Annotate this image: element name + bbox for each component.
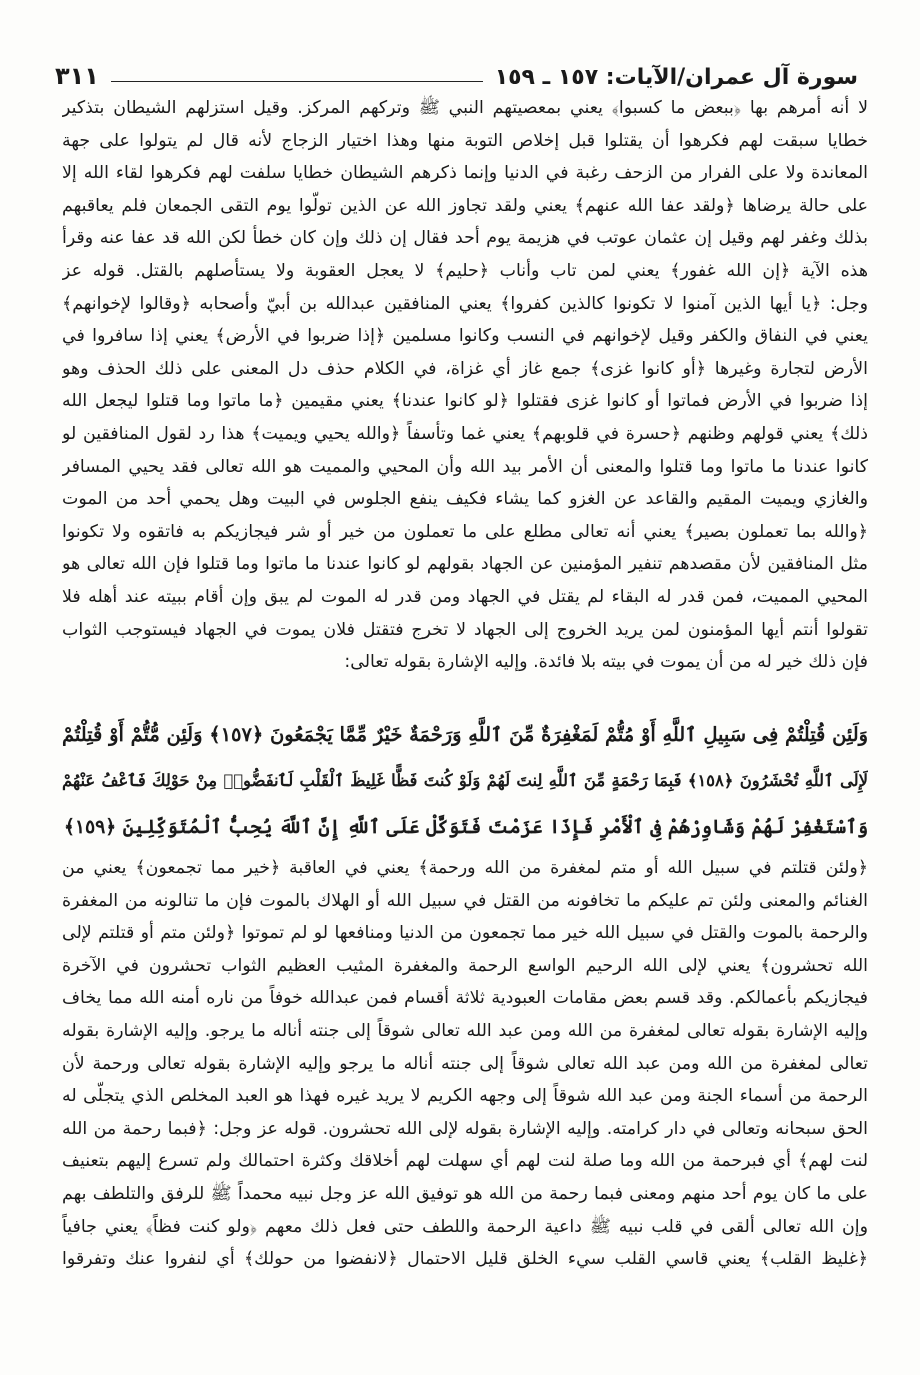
text-line: المعاندة ولا على الفرار من الزحف رغبة في الدنيا وإنما ذكرهم الشيطان خطايا سلفت لهم فكرهوا لقاء الله إلا <box>62 163 868 184</box>
text-line: يعني في النفاق والكفر وقيل لإخوانهم في النسب وكانوا مسلمين ﴿إذا ضربوا في الأرض﴾ يعني إذا سافروا في <box>62 326 868 347</box>
page-number: ٣١١ <box>55 62 99 90</box>
text-line: تقولوا أنتم أيها المؤمنون لمن يريد الخروج إلى الجهاد لا تخرج فتقتل فلان يموت في الجهاد فيستوجب الثواب <box>62 619 868 640</box>
text-line: وإليه الإشارة بقوله تعالى لمغفرة من الله ومن عبد الله تعالى شوقاً إلى جنته أناله ما يرجو. وإليه الإشارة بقوله <box>62 1020 868 1041</box>
text-line: بذلك وغفر لهم وقيل إن عثمان عوتب في هزيمة يوم أحد فقال إن ذلك وإن كان خطأ لكن الله قد عفا عنه وقرأ <box>62 228 868 249</box>
text-line: خطايا سبقت لهم فكرهوا أن يقتلوا قبل إخلاص التوبة منها وهذا اختيار الزجاج لأنه قال لم يتولوا على جهة <box>62 130 868 151</box>
commentary-text-bottom <box>62 852 868 1276</box>
text-line: الغنائم والمعنى ولئن تم عليكم ما تخافونه من القتل في سبيل الله أو الهلاك بالموت فإن ما تنالونه من المغفرة <box>62 890 868 911</box>
text-line: الله تحشرون﴾ يعني لإلى الله الرحيم الواسع الرحمة والمغفرة المثيب العظيم الثواب تحشرون في الآخرة <box>62 955 868 976</box>
header-rule <box>111 81 483 82</box>
verse-line: وَلَئِن قُتِلْتُمْ فِى سَبِيلِ ٱللَّهِ أَوْ مُتُّمْ لَمَغْفِرَةٌ مِّنَ ٱللَّهِ وَرَحْمَةٌ خَيْرٌ مِّمَّا يَجْمَعُونَ ﴿١٥٧﴾ وَلَئِن مُّتُّمْ أَوْ قُتِلْتُمْ <box>62 723 868 746</box>
text-line: فيجازيكم بأعمالكم. وقد قسم بعض مقامات العبودية ثلاثة أقسام فمن عبدالله خوفاً من ناره أمنه الله مما يخاف <box>62 988 868 1009</box>
text-line: كانوا عندنا ما ماتوا وما قتلوا والمعنى أن الأمر بيد الله وأن المحيي والمميت هو الله تعالى فقد يحيي المسافر <box>62 456 868 477</box>
text-line: تعالى لمغفرة من الله ومن عبد الله تعالى شوقاً إلى جنته أناله ما يرجو وإليه الإشارة بقوله تعالى ورحمة لأن <box>62 1053 868 1074</box>
verse-line: لَإِلَى ٱللَّهِ تُحْشَرُونَ ﴿١٥٨﴾ فَبِمَا رَحْمَةٍ مِّنَ ٱللَّهِ لِنتَ لَهُمْ وَلَوْ كُنتَ فَظًّا غَلِيظَ ٱلْقَلْبِ لَٱنفَضُّوا۟ مِنْ حَوْلِكَ فَٱعْفُ عَنْهُمْ <box>62 771 868 790</box>
quran-verses <box>62 712 868 850</box>
text-line: ﴿غليظ القلب﴾ يعني قاسي القلب سيء الخلق قليل الاحتمال ﴿لانفضوا من حولك﴾ أي لنفروا عنك وتفرقوا <box>62 1249 868 1270</box>
text-line: فإن ذلك خير له من أن يموت في بيته بلا فائدة. وإليه الإشارة بقوله تعالى: <box>344 652 868 673</box>
text-line: المحيي المميت، فمن قدر له البقاء لم يقتل في الجهاد ومن قدر له الموت لم يبق وإن أقام ببيته عند أهله فلا <box>62 586 868 607</box>
page-header <box>55 50 858 90</box>
text-line: الحق سبحانه وتعالى في دار كرامته. وإليه الإشارة بقوله لإلى الله تحشرون. قوله عز وجل: ﴿فبما رحمة من الله <box>62 1118 868 1139</box>
text-line: هذه الآية ﴿إن الله غفور﴾ يعني لمن تاب وأناب ﴿حليم﴾ لا يعجل العقوبة ولا يستأصلهم بالقتل. قوله عز <box>62 260 868 281</box>
text-line: الرحمة من أسماء الجنة ومن عبد الله شوقاً إلى وجهه الكريم لا يريد غيره فهذا هو العبد المخلص الذي يتجلّى له <box>62 1086 868 1107</box>
text-line: مثل المنافقين لأن مقصدهم تنفير المؤمنين عن الجهاد بقولهم لو كانوا عندنا ما ماتوا وما قتلوا فإن الله تعالى هو <box>62 554 868 575</box>
text-line: والرحمة بالموت والقتل في سبيل الله خير مما تجمعون من الدنيا ومنافعها لو لم تموتوا ﴿ولئن متم أو قتلتم لإلى <box>62 923 868 944</box>
text-line: وجل: ﴿يا أيها الذين آمنوا لا تكونوا كالذين كفروا﴾ يعني المنافقين عبدالله بن أبيّ وأصحابه ﴿وقالوا لإخوانهم﴾ <box>62 293 868 314</box>
verse-line: وَٱسْتَغْفِرْ لَهُمْ وَشَاوِرْهُمْ فِى ٱلْأَمْرِ فَإِذَا عَزَمْتَ فَتَوَكَّلْ عَلَى ٱللَّهِ إِنَّ ٱللَّهَ يُحِبُّ ٱلْمُتَوَكِّلِينَ ﴿١٥٩﴾ <box>63 816 868 838</box>
text-line: ﴿والله بما تعملون بصير﴾ يعني أنه تعالى مطلع على ما تعملون من خير أو شر فيجازيكم به فاتقوه ولا تكونوا <box>62 521 868 542</box>
text-line: لنت لهم﴾ أي فبرحمة من الله وما صلة لنت لهم أي سهلت لهم أخلاقك وكثرة احتمالك ولم تسرع إليهم بتعنيف <box>62 1151 868 1172</box>
text-line: ذلك﴾ يعني قولهم وظنهم ﴿حسرة في قلوبهم﴾ يعني غما وتأسفاً ﴿والله يحيي ويميت﴾ هذا رد لقول المنافقين لو <box>62 423 868 444</box>
text-line: والغازي ويميت المقيم والقاعد عن الغزو كما يشاء فكيف ينفع الجلوس في البيت وهل يحمي أحد من الموت <box>62 489 868 510</box>
text-line: على حالة يرضاها ﴿ولقد عفا الله عنهم﴾ يعني ولقد تجاوز الله عن الذين تولّوا يوم التقى الجمعان فلم يعاقبهم <box>62 195 868 216</box>
text-line: ﴿ولئن قتلتم في سبيل الله أو متم لمغفرة من الله ورحمة﴾ يعني في العاقبة ﴿خير مما تجمعون﴾ يعني من <box>62 858 868 878</box>
text-line: إذا ضربوا في الأرض فماتوا أو كانوا غزى فقتلوا ﴿لو كانوا عندنا﴾ يعني مقيمين ﴿ما ماتوا وما قتلوا ليجعل الله <box>62 391 868 412</box>
text-line: على ما كان يوم أحد منهم ومعنى فبما رحمة من الله هو توفيق الله عز وجل نبيه محمداً ﷺ للرفق والتلطف بهم <box>62 1183 868 1204</box>
commentary-text-top <box>62 92 868 679</box>
text-line: لا أنه أمرهم بها ﴿ببعض ما كسبوا﴾ يعني بمعصيتهم النبي ﷺ وتركهم المركز. وقيل استزلهم الشيطان بتذكير <box>62 98 868 118</box>
text-line: الأرض لتجارة وغيرها ﴿أو كانوا غزى﴾ جمع غاز أي غزاة، في الكلام حذف دل المعنى على ذلك الحذف وهو <box>62 358 868 379</box>
running-title: سورة آل عمران/الآيات: ١٥٧ ـ ١٥٩ <box>494 65 858 90</box>
text-line: وإن الله تعالى ألقى في قلب نبيه ﷺ داعية الرحمة واللطف حتى فعل ذلك معهم ﴿ولو كنت فظاً﴾ يعني جافياً <box>62 1216 868 1237</box>
